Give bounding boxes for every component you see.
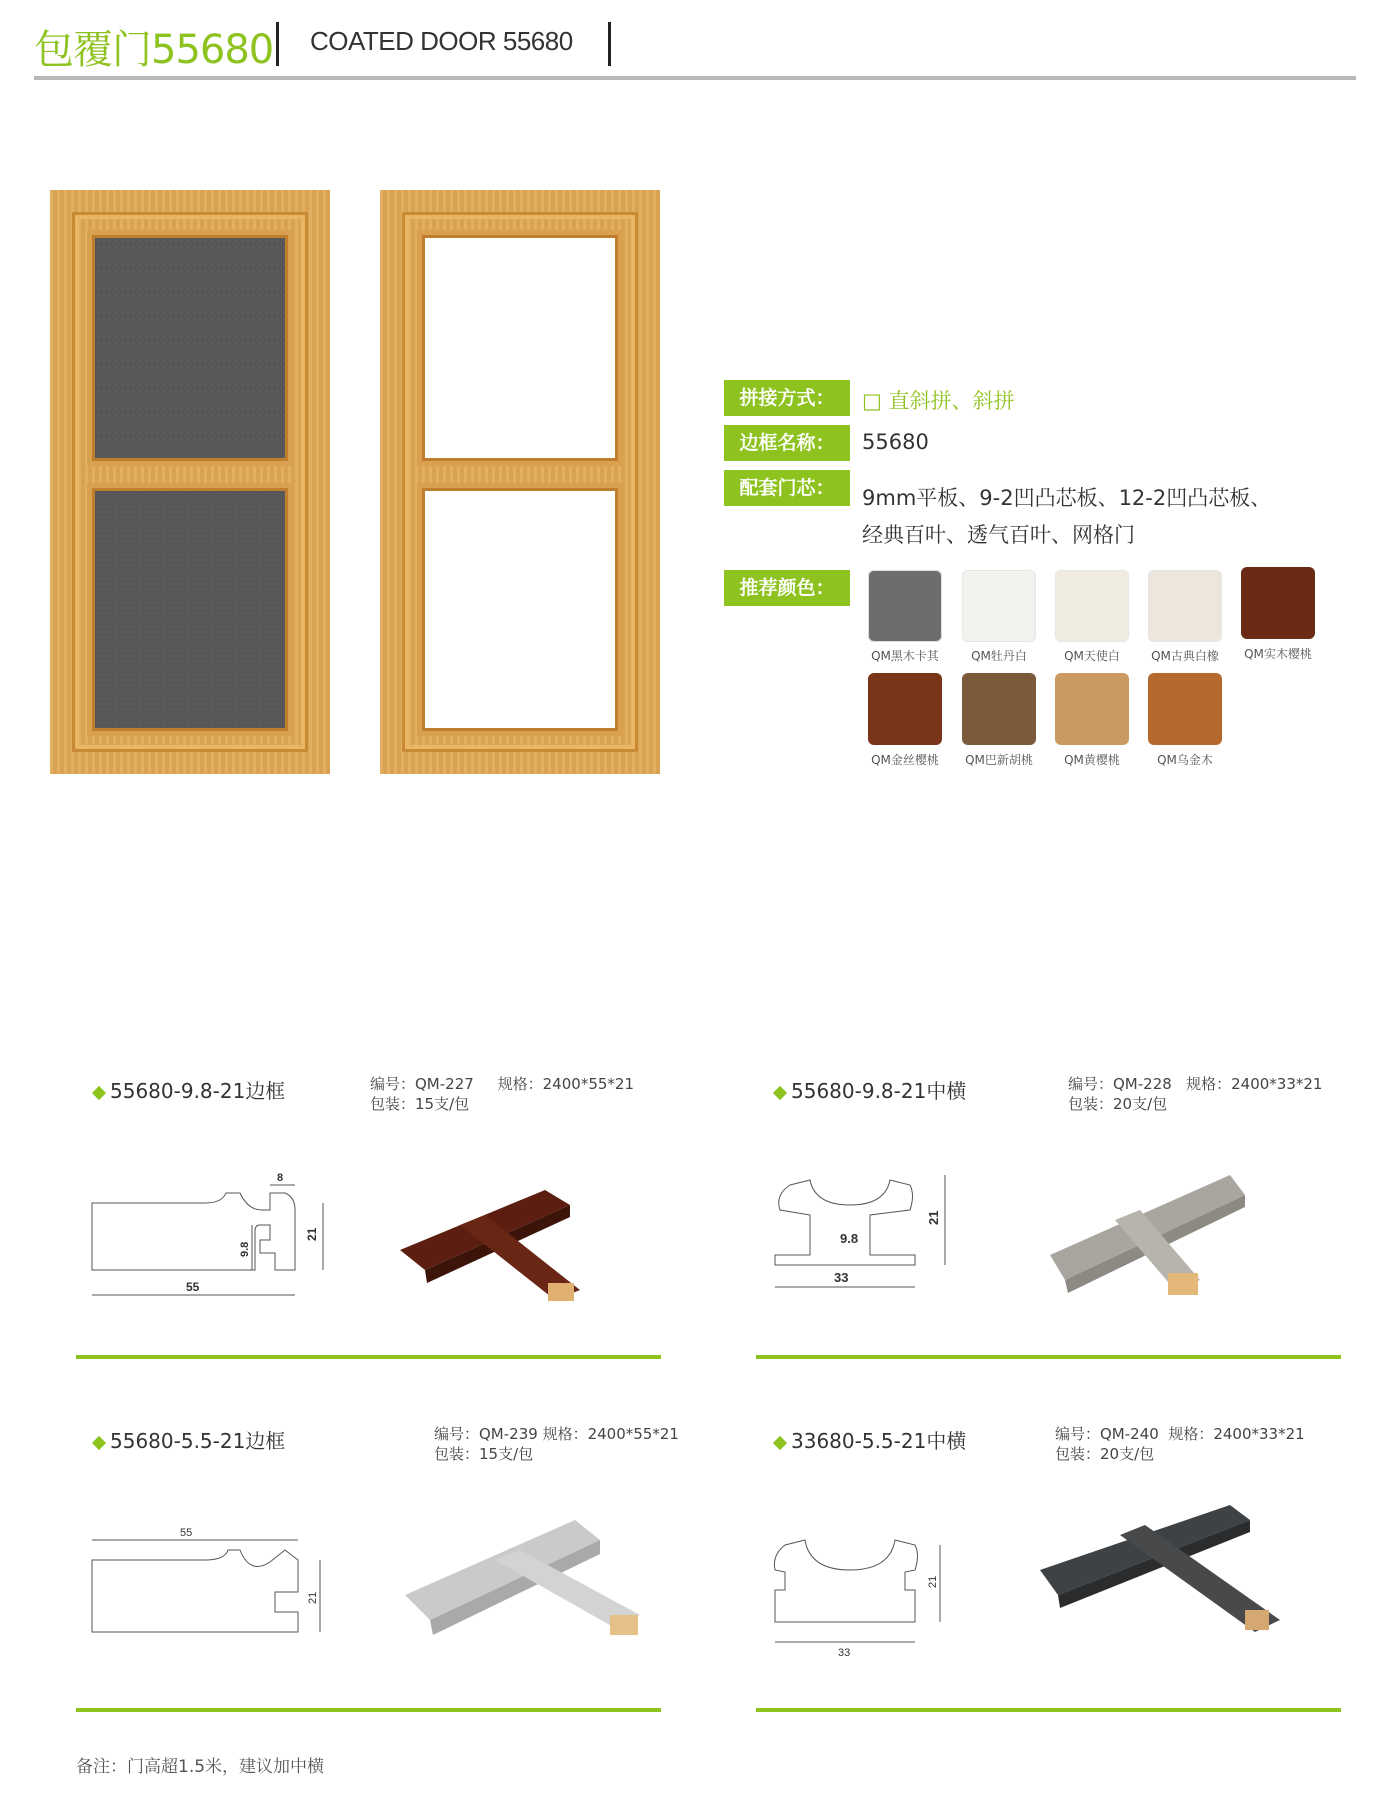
profile-drawing	[770, 1165, 980, 1315]
product-title: 55680-5.5-21边框	[94, 1425, 285, 1454]
product-photo-black-rail	[1030, 1500, 1290, 1650]
door-core-label: 配套门芯：	[724, 470, 850, 506]
svg-text:9.8: 9.8	[840, 1231, 859, 1246]
title-divider	[276, 22, 279, 66]
color-swatch	[868, 570, 942, 642]
page-title-en: COATED DOOR 55680	[310, 26, 573, 56]
title-divider	[608, 22, 611, 66]
frame-name-label: 边框名称：	[724, 425, 850, 461]
product-photo-grey-frame	[395, 1510, 645, 1660]
door-core-line2: 经典百叶、透气百叶、网格门	[862, 523, 1135, 547]
product-photo-silver-rail	[1030, 1165, 1260, 1315]
profile-drawing	[80, 1520, 340, 1650]
open-pane-bottom	[422, 488, 618, 731]
color-swatch-label: QM实木樱桃	[1244, 647, 1312, 661]
color-swatch	[1241, 567, 1315, 639]
svg-text:33: 33	[838, 1647, 851, 1659]
profile-drawing	[770, 1520, 980, 1670]
profile-drawing	[80, 1165, 340, 1315]
svg-text:21: 21	[927, 1575, 939, 1588]
product-title: 55680-9.8-21中横	[775, 1075, 966, 1104]
svg-text:55: 55	[180, 1527, 193, 1539]
product-photo-brown-frame	[380, 1175, 600, 1315]
svg-text:55: 55	[186, 1280, 200, 1294]
diamond-bullet-icon	[773, 1435, 787, 1449]
section-divider	[756, 1355, 1341, 1359]
section-divider	[76, 1708, 661, 1712]
svg-text:21: 21	[307, 1591, 319, 1604]
join-method-label: 拼接方式：	[724, 380, 850, 416]
color-swatch-label: QM天使白	[1064, 649, 1120, 663]
open-pane-top	[422, 235, 618, 461]
color-swatch	[868, 673, 942, 745]
door-image-glass	[50, 190, 330, 774]
svg-text:9.8: 9.8	[239, 1241, 251, 1257]
frame-name-value: 55680	[862, 430, 929, 454]
color-swatch-label: QM乌金木	[1157, 753, 1213, 767]
color-swatch-label: QM金丝樱桃	[871, 753, 939, 767]
product-title: 55680-9.8-21边框	[94, 1075, 285, 1104]
svg-text:8: 8	[277, 1172, 284, 1184]
door-image-frame	[380, 190, 660, 774]
glass-pane-bottom	[92, 488, 288, 731]
color-swatch-label: QM牡丹白	[971, 649, 1027, 663]
section-divider	[76, 1355, 661, 1359]
page-title-cn: 包覆门55680	[34, 27, 274, 73]
header-rule	[34, 76, 1356, 80]
product-info: 编号：QM-240 规格：2400*33*21 包装：20支/包	[1055, 1425, 1305, 1463]
product-title: 33680-5.5-21中横	[775, 1425, 966, 1454]
door-core-line1: 9mm平板、9-2凹凸芯板、12-2凹凸芯板、	[862, 486, 1272, 510]
product-info: 编号：QM-227 规格：2400*55*21 包装：15支/包	[370, 1075, 634, 1113]
color-swatch	[1148, 570, 1222, 642]
svg-text:21: 21	[926, 1210, 941, 1225]
glass-pane-top	[92, 235, 288, 461]
color-swatch	[962, 673, 1036, 745]
color-swatch-label: QM黑木卡其	[871, 649, 939, 663]
product-info: 编号：QM-239 规格：2400*55*21 包装：15支/包	[434, 1425, 679, 1463]
product-info: 编号：QM-228 规格：2400*33*21 包装：20支/包	[1068, 1075, 1323, 1113]
footnote: 备注：门高超1.5米，建议加中横	[76, 1757, 325, 1777]
color-swatch	[1055, 673, 1129, 745]
color-swatch	[1148, 673, 1222, 745]
diamond-bullet-icon	[92, 1085, 106, 1099]
recommended-colors-label: 推荐颜色：	[724, 570, 850, 606]
color-swatch-label: QM黄樱桃	[1064, 753, 1120, 767]
diamond-bullet-icon	[773, 1085, 787, 1099]
diamond-bullet-icon	[92, 1435, 106, 1449]
join-method-value: □ 直斜拼、斜拼	[862, 389, 1015, 413]
color-swatch-label: QM古典白橡	[1151, 649, 1219, 663]
section-divider	[756, 1708, 1341, 1712]
svg-text:21: 21	[305, 1227, 319, 1241]
color-swatch	[1055, 570, 1129, 642]
color-swatch-label: QM巴新胡桃	[965, 753, 1033, 767]
svg-text:33: 33	[834, 1270, 849, 1285]
color-swatch	[962, 570, 1036, 642]
